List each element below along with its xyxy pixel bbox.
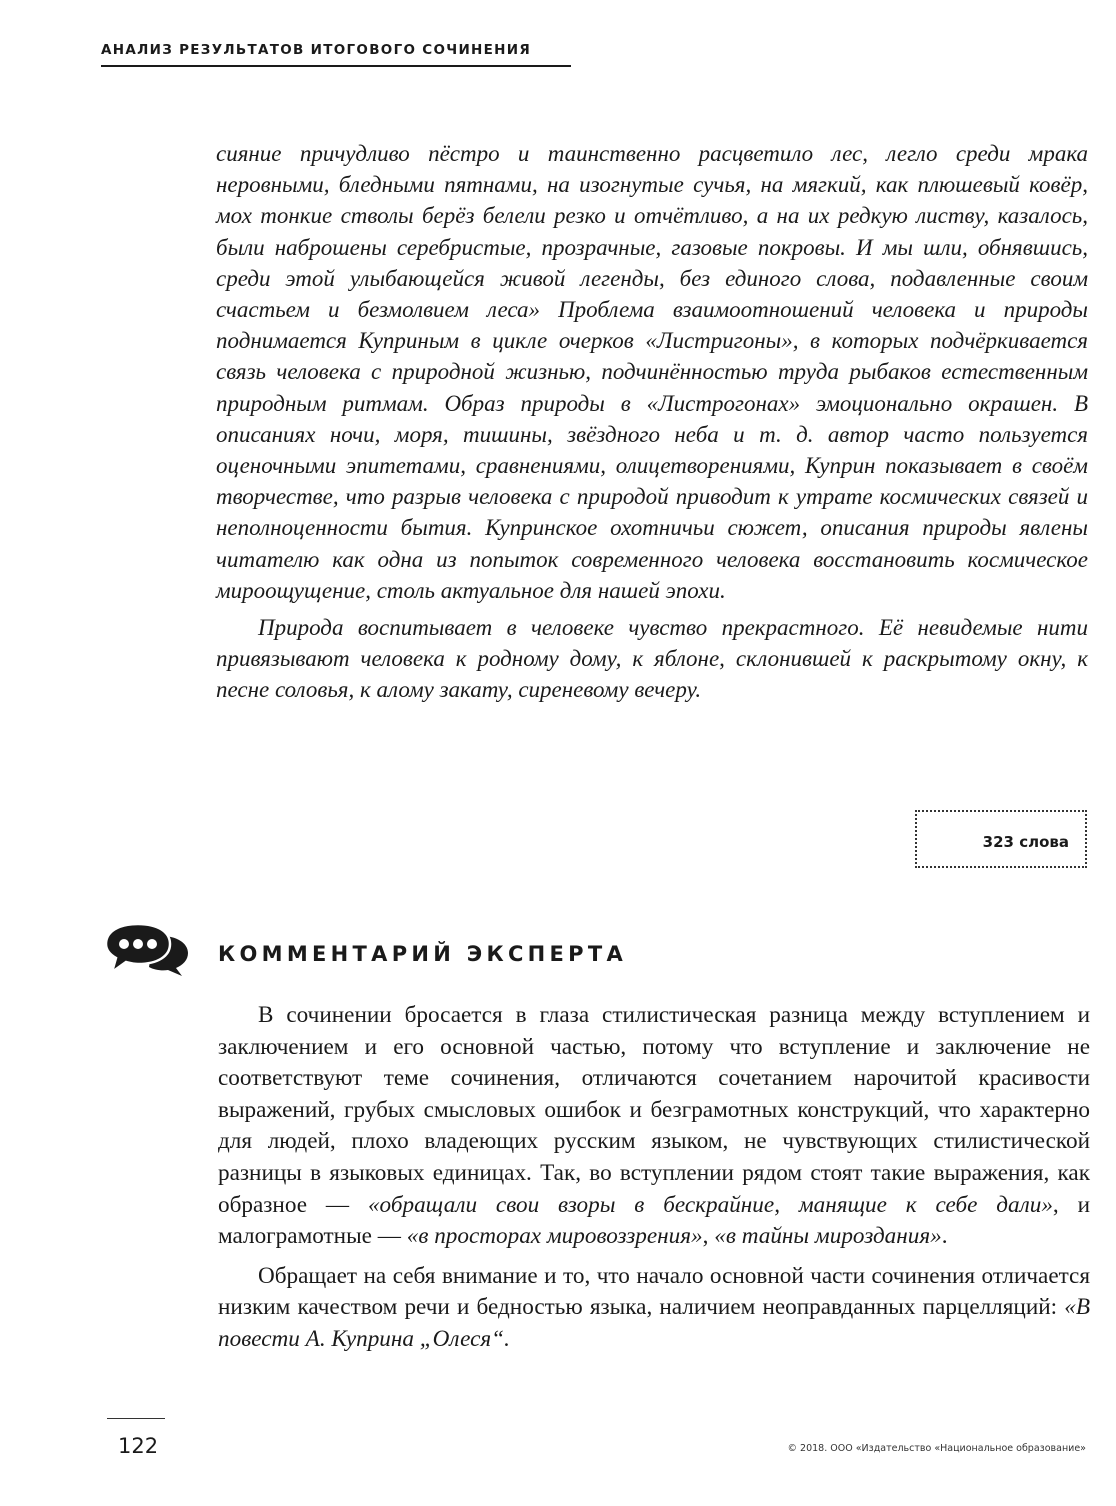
commentary-quote: «в тайны мироздания» [714,1223,942,1250]
commentary-text: , и малограмотные — [218,1191,1090,1250]
footer-rule [107,1418,165,1419]
page-number: 122 [118,1434,159,1458]
running-header: АНАЛИЗ РЕЗУЛЬТАТОВ ИТОГОВОГО СОЧИНЕНИЯ [101,42,571,67]
commentary-text: , [702,1223,709,1250]
commentary-paragraph [218,1000,1090,1253]
commentary-quote: «В повести А. Куприна „Олеся“. [218,1294,1090,1352]
expert-commentary [218,1000,1090,1356]
essay-paragraph: Природа воспитывает в человеке чувство прекрастного. Её невидемые нити привязывают человека к родному дому, к яблоне, склонившей к раскрытому окну, к песне соловья, к алому закату, сиреневому вечеру. [216,615,1088,703]
essay-excerpt [216,138,1088,706]
commentary-quote: «обращали свои взоры в бескрайние, манящие к себе дали» [367,1191,1053,1218]
word-count-label: 323 слова [982,833,1069,851]
commentary-text: . [941,1223,948,1250]
commentary-paragraph [218,1261,1090,1356]
commentary-text: Обращает на себя внимание и то, что начало основной части сочинения отличается низким качеством речи и бедностью языка, наличием неоправданных парцелляций: [218,1262,1090,1321]
commentary-quote: «в просторах мировоззрения» [406,1223,703,1250]
copyright-notice: © 2018. ООО «Издательство «Национальное образование» [787,1443,1086,1454]
commentary-text: В сочинении бросается в глаза стилистическая разница между вступлением и заключением и его основной частью, потому что вступление и заключение не соответствуют теме сочинения, отличаются сочетанием нарочитой красивости выражений, грубых смысловых ошибок и безграмотных конструкций, что характерно для людей, плохо владеющих русским языком, не чувствующих стилистической разницы в языковых единицах. Так, во вступлении рядом стоят такие выражения, как образное — [218,1002,1090,1218]
word-count-box [915,810,1087,868]
section-title: КОММЕНТАРИЙ ЭКСПЕРТА [218,942,628,966]
essay-paragraph: сияние причудливо пёстро и таинственно расцветило лес, легло среди мрака неровными, бледными пятнами, на изогнутые сучья, на мягкий, как плюшевый ковёр, мох тонкие стволы берёз белели резко и отчётливо, а на их редкую листву, казалось, были наброшены серебристые, прозрачные, газовые покровы. И мы шли, обнявшись, среди этой улыбающейся живой легенды, без единого слова, подавленные своим счастьем и безмолвием леса» Проблема взаимоотношений человека и природы поднимается Куприным в цикле очерков «Листригоны», в которых подчёркивается связь человека с природной жизнью, подчинённостью труда рыбаков естественным природным ритмам. Образ природы в «Листрогонах» эмоционально окрашен. В описаниях ночи, моря, тишины, звёздного неба и т. д. автор часто пользуется оценочными эпитетами, сравнениями, олицетворениями, Куприн показывает в своём творчестве, что разрыв человека с природой приводит к утрате космических связей и неполноценности бытия. Купринское охотничьи сюжет, описания природы явлены читателю как одна из попыток современного человека восстановить космическое мироощущение, столь актуальное для нашей эпохи. [216,141,1088,603]
chat-bubbles-icon [104,922,190,978]
